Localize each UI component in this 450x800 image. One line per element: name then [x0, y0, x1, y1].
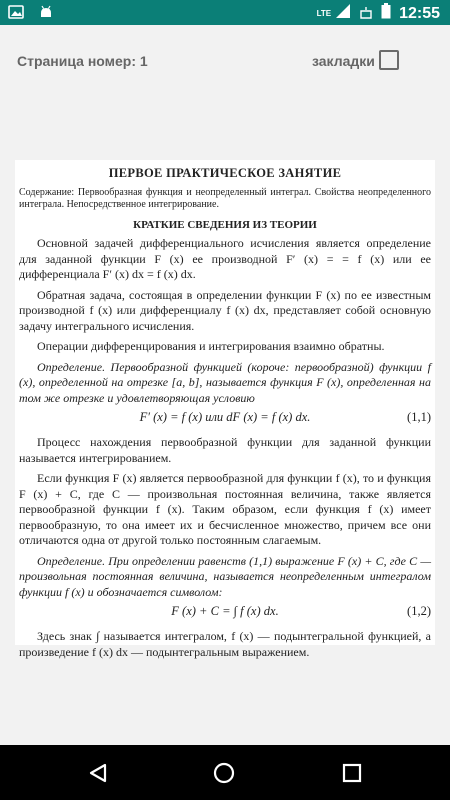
document-title: ПЕРВОЕ ПРАКТИЧЕСКОЕ ЗАНЯТИЕ — [108, 166, 342, 180]
recents-icon[interactable] — [342, 763, 362, 788]
image-icon — [8, 4, 24, 25]
back-icon[interactable] — [87, 763, 109, 788]
navigation-bar — [0, 745, 450, 800]
paragraph-1: Основной задачей дифференциального исчисления является определение для заданной функции F (x) ее производной F′ (x) = = f (x) или ее дифференциала F′ (x) dx = f (x) dx. — [19, 236, 431, 281]
bookmarks-label: закладки — [312, 53, 375, 69]
formula-1-expression: F′ (x) = f (x) или dF (x) = f (x) dx. — [139, 410, 311, 424]
formula-2-expression: F (x) + C = ∫ f (x) dx. — [171, 604, 279, 618]
paragraph-2: Обратная задача, состоящая в определении функции F (x) по ее известным производной f (x) или дифференциалу f (x) dx, представляет собой основную задачу интегрального исчисления. — [19, 287, 431, 333]
wifi-icon — [359, 3, 373, 24]
status-bar — [0, 0, 450, 25]
paragraph-3: Операции дифференцирования и интегрирования взаимно обратны. — [37, 339, 385, 353]
formula-1 — [19, 410, 431, 430]
formula-1-number: (1,1) — [407, 410, 431, 424]
network-type: LTE — [316, 9, 332, 18]
toolbar — [0, 25, 450, 95]
paragraph-5: Если функция F (x) является первообразной для функции f (x), то и функция F (x) + C, где C — произвольная постоянная величина, также является первообразной функции f (x). Таким образом, если функция f (x) имеет первообразную, то она имеет их и бесчисленное множество, причем все они отличаются одна от другой только постоянным слагаемым. — [19, 471, 431, 547]
bookmark-checkbox[interactable] — [379, 50, 399, 70]
signal-icon — [335, 3, 351, 24]
home-icon[interactable] — [213, 762, 235, 789]
document-page[interactable] — [15, 160, 435, 659]
page-number-label: Страница номер: 1 — [17, 53, 148, 69]
android-icon — [38, 4, 54, 25]
document-subtitle: КРАТКИЕ СВЕДЕНИЯ ИЗ ТЕОРИИ — [133, 219, 317, 231]
definition-1: Определение. Первообразной функцией (короче: первообразной) функции f (x), определенной на отрезке [a, b], называется функция F (x), определенная на том же отрезке и удовлетворяющая условию — [19, 359, 431, 405]
formula-2-number: (1,2) — [407, 604, 431, 618]
document-contents: Содержание: Первообразная функция и неопределенный интеграл. Свойства неопределенного интеграла. Непосредственное интегрирование. — [19, 187, 431, 210]
battery-icon — [381, 3, 391, 24]
paragraph-6: Здесь знак ∫ называется интегралом, f (x) — подынтегральной функцией, а произведение f (x) dx — подынтегральным выражением. — [19, 629, 431, 659]
definition-2: Определение. При определении равенств (1,1) выражение F (x) + C, где C — произвольная постоянная величина, называется неопределенным интегралом функции f (x) и обозначается символом: — [19, 553, 431, 599]
paragraph-4: Процесс нахождения первообразной функции для заданной функции называется интегрированием. — [19, 435, 431, 465]
clock: 12:55 — [399, 4, 440, 22]
formula-2 — [19, 604, 431, 624]
